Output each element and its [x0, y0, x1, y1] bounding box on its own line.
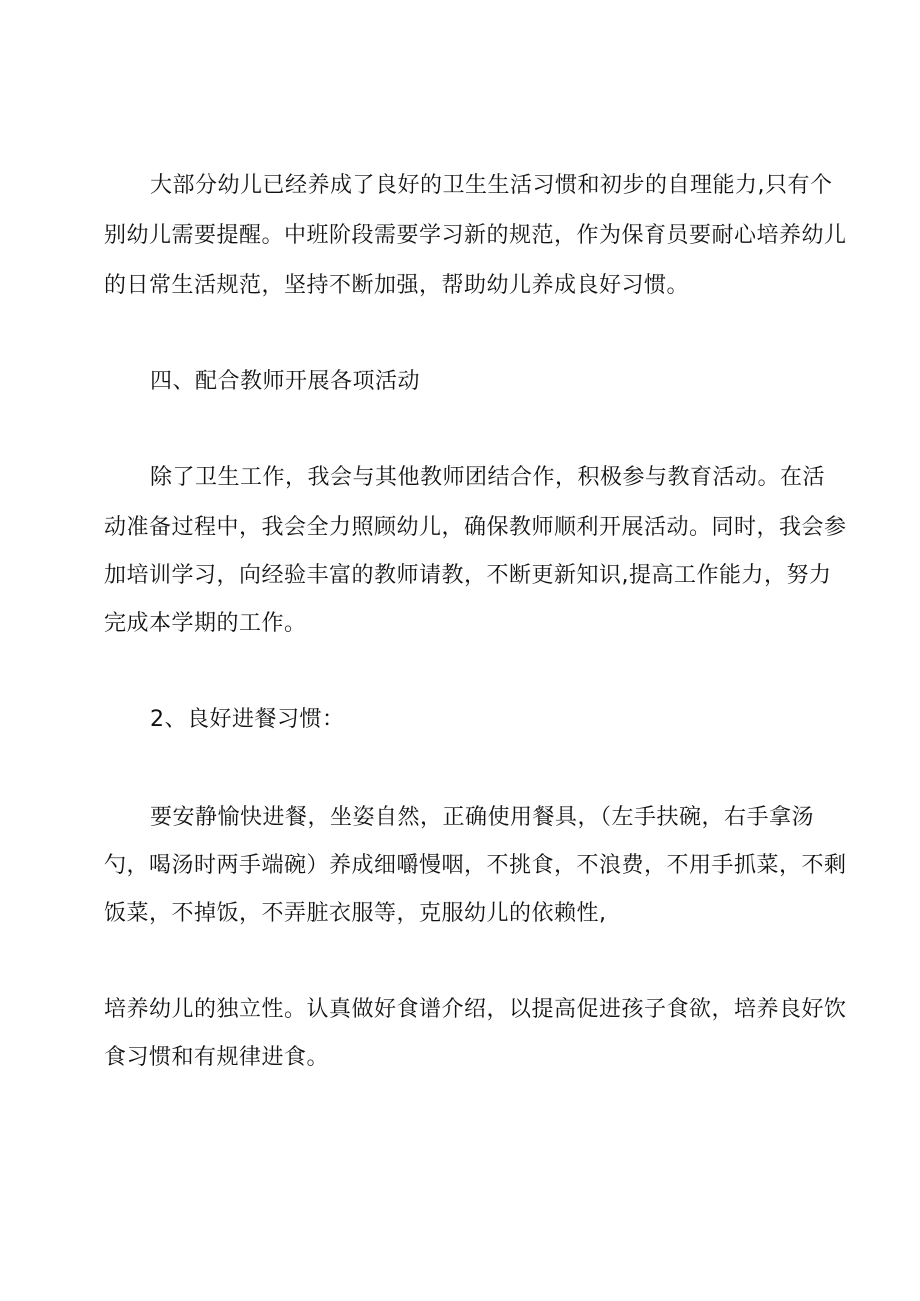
text-line: 别幼儿需要提醒。中班阶段需要学习新的规范，作为保育员要耐心培养幼儿	[104, 223, 847, 248]
text-line: 除了卫生工作，我会与其他教师团结合作，积极参与教育活动。在活	[150, 465, 826, 490]
text-line: 完成本学期的工作。	[104, 611, 307, 636]
section-heading-eating-habits: 2、良好进餐习惯：	[150, 707, 345, 732]
text-line: 大部分幼儿已经养成了良好的卫生生活习惯和初步的自理能力,只有个	[150, 173, 833, 198]
text-line: 勺，喝汤时两手端碗）养成细嚼慢咽，不挑食，不浪费，不用手抓菜，不剩	[104, 853, 847, 878]
text-line: 饭菜，不掉饭，不弄脏衣服等，克服幼儿的依赖性,	[104, 901, 607, 926]
text-line: 的日常生活规范，坚持不断加强，帮助幼儿养成良好习惯。	[104, 273, 690, 298]
text-line: 动准备过程中，我会全力照顾幼儿，确保教师顺利开展活动。同时，我会参	[104, 515, 847, 540]
text-line: 加培训学习，向经验丰富的教师请教，不断更新知识,提高工作能力，努力	[104, 563, 832, 588]
text-line: 食习惯和有规律进食。	[104, 1045, 330, 1070]
text-line: 培养幼儿的独立性。认真做好食谱介绍，以提高促进孩子食欲，培养良好饮	[104, 997, 847, 1022]
text-line: 要安静愉快进餐，坐姿自然，正确使用餐具，（左手扶碗，右手拿汤	[150, 805, 815, 830]
section-heading-four: 四、配合教师开展各项活动	[150, 369, 421, 394]
